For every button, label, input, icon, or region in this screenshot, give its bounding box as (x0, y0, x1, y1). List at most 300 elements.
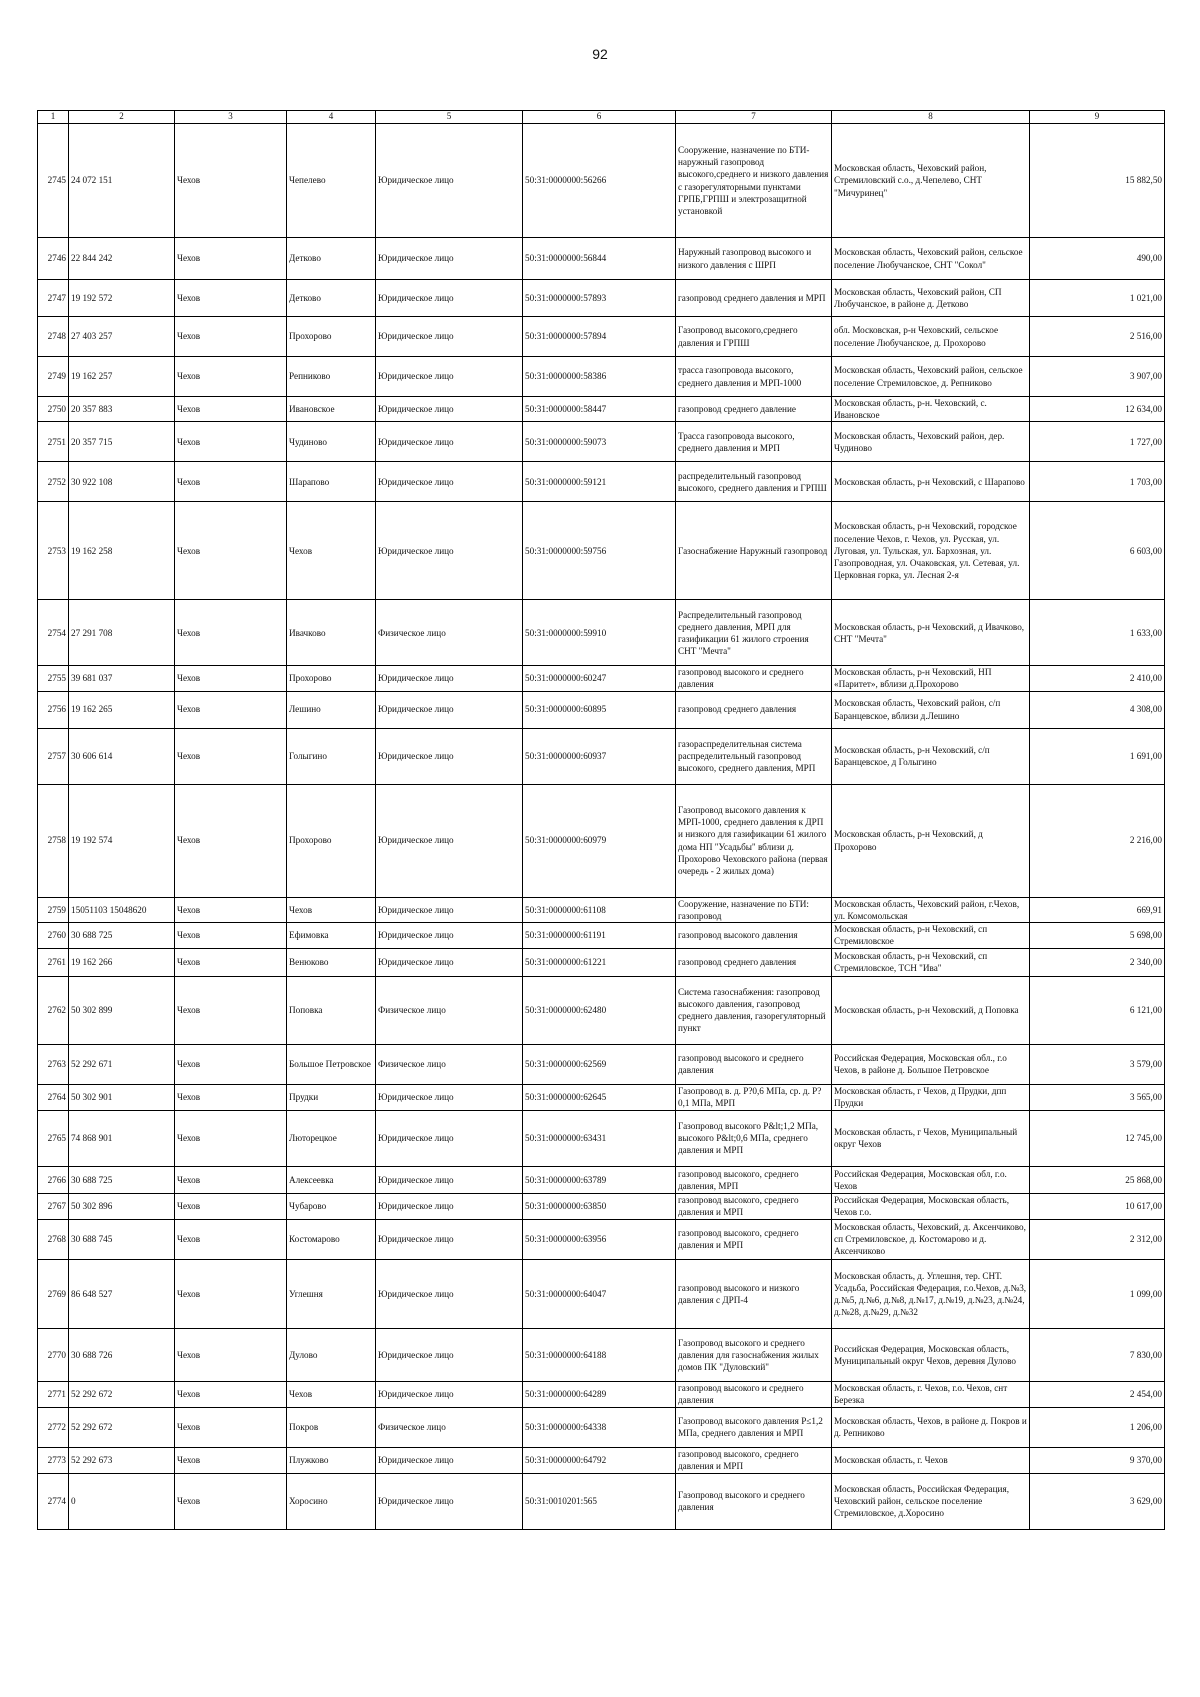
description-cell: Газопровод в. д. Р?0,6 МПа, ср. д. Р?0,1 МПа, МРП (676, 1084, 832, 1110)
row-number-cell: 2769 (38, 1259, 69, 1328)
cadastral-number-cell: 50:31:0000000:64338 (523, 1407, 676, 1447)
city-cell: Чехов (175, 666, 287, 691)
description-cell: газопровод высокого, среднего давления и МРП (676, 1447, 832, 1473)
locality-cell: Прохорово (287, 317, 376, 357)
value-cell: 1 703,00 (1030, 462, 1165, 502)
row-number-cell: 2757 (38, 728, 69, 784)
cadastral-number-cell: 50:31:0000000:60247 (523, 666, 676, 691)
row-number-cell: 2764 (38, 1084, 69, 1110)
cadastral-number-cell: 50:31:0000000:60979 (523, 784, 676, 897)
table-row (38, 1166, 1165, 1193)
description-cell: газопровод высокого и среднего давления (676, 1044, 832, 1084)
value-cell: 1 633,00 (1030, 600, 1165, 666)
address-cell: Российская Федерация, Московская обл, г.о. Чехов (832, 1166, 1030, 1193)
table-row (38, 317, 1165, 357)
table-body (38, 124, 1165, 1530)
inventory-id-cell: 19 162 265 (69, 691, 175, 728)
table-row (38, 1259, 1165, 1328)
table-row (38, 1044, 1165, 1084)
inventory-id-cell: 24 072 151 (69, 124, 175, 238)
inventory-id-cell: 15051103 15048620 (69, 897, 175, 922)
inventory-id-cell: 19 162 258 (69, 502, 175, 600)
column-header: 5 (376, 111, 523, 124)
cadastral-number-cell: 50:31:0000000:58386 (523, 357, 676, 397)
description-cell: газопровод высокого, среднего давления и МРП (676, 1193, 832, 1219)
row-number-cell: 2762 (38, 976, 69, 1044)
column-header: 4 (287, 111, 376, 124)
cadastral-number-cell: 50:31:0000000:63431 (523, 1110, 676, 1166)
cadastral-number-cell: 50:31:0000000:63850 (523, 1193, 676, 1219)
value-cell: 2 312,00 (1030, 1219, 1165, 1259)
table-row (38, 1193, 1165, 1219)
city-cell: Чехов (175, 1328, 287, 1381)
owner-type-cell: Физическое лицо (376, 976, 523, 1044)
value-cell: 9 370,00 (1030, 1447, 1165, 1473)
city-cell: Чехов (175, 1381, 287, 1407)
description-cell: газораспределительная система распределительный газопровод высокого, среднего давления, МРП (676, 728, 832, 784)
value-cell: 12 634,00 (1030, 397, 1165, 422)
inventory-id-cell: 86 648 527 (69, 1259, 175, 1328)
table-row (38, 1219, 1165, 1259)
value-cell: 6 121,00 (1030, 976, 1165, 1044)
table-row (38, 422, 1165, 462)
owner-type-cell: Юридическое лицо (376, 1259, 523, 1328)
page-number: 92 (592, 46, 608, 62)
locality-cell: Углешня (287, 1259, 376, 1328)
owner-type-cell: Юридическое лицо (376, 922, 523, 948)
inventory-id-cell: 19 192 574 (69, 784, 175, 897)
inventory-id-cell: 30 688 745 (69, 1219, 175, 1259)
description-cell: Трасса газопровода высокого, среднего давления и МРП (676, 422, 832, 462)
owner-type-cell: Юридическое лицо (376, 948, 523, 976)
inventory-id-cell: 50 302 899 (69, 976, 175, 1044)
address-cell: Московская область, Чеховский район, Стремиловский с.о., д.Чепелево, СНТ "Мичуринец" (832, 124, 1030, 238)
owner-type-cell: Юридическое лицо (376, 397, 523, 422)
description-cell: газопровод высокого и среднего давления (676, 1381, 832, 1407)
owner-type-cell: Юридическое лицо (376, 357, 523, 397)
city-cell: Чехов (175, 784, 287, 897)
inventory-id-cell: 19 192 572 (69, 280, 175, 317)
value-cell: 5 698,00 (1030, 922, 1165, 948)
value-cell: 3 907,00 (1030, 357, 1165, 397)
description-cell: Сооружение, назначение по БТИ-наружный газопровод высокого,среднего и низкого давления с газорегуляторными пунктами ГРПБ,ГРПШ и электрозащитной установкой (676, 124, 832, 238)
description-cell: Газопровод высокого давления Р≤1,2 МПа, среднего давления и МРП (676, 1407, 832, 1447)
description-cell: Система газоснабжения: газопровод высокого давления, газопровод среднего давления, газорегуляторный пункт (676, 976, 832, 1044)
locality-cell: Чудиново (287, 422, 376, 462)
description-cell: Сооружение, назначение по БТИ: газопровод (676, 897, 832, 922)
description-cell: Газопровод высокого P&lt;1,2 МПа, высокого P&lt;0,6 МПа, среднего давления и МРП (676, 1110, 832, 1166)
address-cell: Московская область, р-н Чеховский, НП «Паритет», вблизи д.Прохорово (832, 666, 1030, 691)
address-cell: Московская область, Чеховский район, дер. Чудиново (832, 422, 1030, 462)
owner-type-cell: Физическое лицо (376, 600, 523, 666)
cadastral-number-cell: 50:31:0000000:57893 (523, 280, 676, 317)
value-cell: 3 565,00 (1030, 1084, 1165, 1110)
locality-cell: Чехов (287, 897, 376, 922)
value-cell: 25 868,00 (1030, 1166, 1165, 1193)
city-cell: Чехов (175, 1166, 287, 1193)
row-number-cell: 2766 (38, 1166, 69, 1193)
row-number-cell: 2748 (38, 317, 69, 357)
owner-type-cell: Юридическое лицо (376, 1219, 523, 1259)
row-number-cell: 2752 (38, 462, 69, 502)
locality-cell: Прохорово (287, 784, 376, 897)
value-cell: 2 216,00 (1030, 784, 1165, 897)
locality-cell: Костомарово (287, 1219, 376, 1259)
value-cell: 3 579,00 (1030, 1044, 1165, 1084)
column-header: 9 (1030, 111, 1165, 124)
city-cell: Чехов (175, 1193, 287, 1219)
city-cell: Чехов (175, 1044, 287, 1084)
inventory-id-cell: 0 (69, 1473, 175, 1529)
table-row (38, 1328, 1165, 1381)
table-row (38, 462, 1165, 502)
row-number-cell: 2750 (38, 397, 69, 422)
address-cell: Московская область, р-н Чеховский, городское поселение Чехов, г. Чехов, ул. Русская, ул. Луговая, ул. Тульская, ул. Бархозная, ул. Газопроводная, ул. Очаковская, ул. Сетевая, ул. Церковная горка, ул. Лесная 2-я (832, 502, 1030, 600)
city-cell: Чехов (175, 422, 287, 462)
address-cell: Московская область, Чеховский район, сельское поселение Любучанское, СНТ "Сокол" (832, 238, 1030, 280)
cadastral-number-cell: 50:31:0010201:565 (523, 1473, 676, 1529)
description-cell: газопровод высокого, среднего давления и МРП (676, 1219, 832, 1259)
owner-type-cell: Юридическое лицо (376, 462, 523, 502)
owner-type-cell: Юридическое лицо (376, 1084, 523, 1110)
value-cell: 1 727,00 (1030, 422, 1165, 462)
address-cell: Московская область, Чеховский район, СП Любучанское, в районе д. Детково (832, 280, 1030, 317)
inventory-id-cell: 27 291 708 (69, 600, 175, 666)
city-cell: Чехов (175, 728, 287, 784)
address-cell: Российская Федерация, Московская область, Чехов г.о. (832, 1193, 1030, 1219)
value-cell: 10 617,00 (1030, 1193, 1165, 1219)
cadastral-number-cell: 50:31:0000000:56266 (523, 124, 676, 238)
column-header: 2 (69, 111, 175, 124)
table-header (38, 111, 1165, 124)
description-cell: газопровод среднего давления (676, 691, 832, 728)
inventory-id-cell: 52 292 671 (69, 1044, 175, 1084)
description-cell: газопровод высокого давления (676, 922, 832, 948)
value-cell: 15 882,50 (1030, 124, 1165, 238)
cadastral-number-cell: 50:31:0000000:56844 (523, 238, 676, 280)
city-cell: Чехов (175, 976, 287, 1044)
cadastral-number-cell: 50:31:0000000:64792 (523, 1447, 676, 1473)
description-cell: распределительный газопровод высокого, среднего давления и ГРПШ (676, 462, 832, 502)
inventory-id-cell: 30 688 725 (69, 1166, 175, 1193)
value-cell: 6 603,00 (1030, 502, 1165, 600)
owner-type-cell: Юридическое лицо (376, 280, 523, 317)
table-row (38, 1447, 1165, 1473)
address-cell: Московская область, Чеховский район, с/п Баранцевское, вблизи д.Лешино (832, 691, 1030, 728)
city-cell: Чехов (175, 1110, 287, 1166)
address-cell: обл. Московская, р-н Чеховский, сельское поселение Любучанское, д. Прохорово (832, 317, 1030, 357)
value-cell: 2 454,00 (1030, 1381, 1165, 1407)
locality-cell: Ивановское (287, 397, 376, 422)
city-cell: Чехов (175, 897, 287, 922)
cadastral-number-cell: 50:31:0000000:61191 (523, 922, 676, 948)
address-cell: Московская область, г. Чехов (832, 1447, 1030, 1473)
city-cell: Чехов (175, 317, 287, 357)
locality-cell: Чубарово (287, 1193, 376, 1219)
description-cell: газопровод среднего давления и МРП (676, 280, 832, 317)
city-cell: Чехов (175, 922, 287, 948)
row-number-cell: 2756 (38, 691, 69, 728)
locality-cell: Ефимовка (287, 922, 376, 948)
city-cell: Чехов (175, 357, 287, 397)
inventory-id-cell: 19 162 266 (69, 948, 175, 976)
city-cell: Чехов (175, 280, 287, 317)
inventory-id-cell: 52 292 672 (69, 1407, 175, 1447)
address-cell: Московская область, Российская Федерация, Чеховский район, сельское поселение Стремиловское, д.Хоросино (832, 1473, 1030, 1529)
table-row (38, 1473, 1165, 1529)
owner-type-cell: Юридическое лицо (376, 1110, 523, 1166)
inventory-id-cell: 20 357 715 (69, 422, 175, 462)
description-cell: трасса газопровода высокого, среднего давления и МРП-1000 (676, 357, 832, 397)
row-number-cell: 2767 (38, 1193, 69, 1219)
cadastral-number-cell: 50:31:0000000:57894 (523, 317, 676, 357)
inventory-id-cell: 22 844 242 (69, 238, 175, 280)
city-cell: Чехов (175, 124, 287, 238)
row-number-cell: 2758 (38, 784, 69, 897)
inventory-id-cell: 52 292 673 (69, 1447, 175, 1473)
row-number-cell: 2745 (38, 124, 69, 238)
inventory-id-cell: 20 357 883 (69, 397, 175, 422)
table-row (38, 1084, 1165, 1110)
address-cell: Московская область, Чехов, в районе д. Покров и д. Репниково (832, 1407, 1030, 1447)
address-cell: Московская область, р-н. Чеховский, с. Ивановское (832, 397, 1030, 422)
table-row (38, 357, 1165, 397)
address-cell: Московская область, р-н Чеховский, сп Стремиловское (832, 922, 1030, 948)
locality-cell: Прудки (287, 1084, 376, 1110)
row-number-cell: 2747 (38, 280, 69, 317)
locality-cell: Алексеевка (287, 1166, 376, 1193)
locality-cell: Голыгино (287, 728, 376, 784)
cadastral-number-cell: 50:31:0000000:61221 (523, 948, 676, 976)
address-cell: Московская область, г Чехов, д Прудки, дпп Прудки (832, 1084, 1030, 1110)
column-header: 7 (676, 111, 832, 124)
address-cell: Московская область, р-н Чеховский, д Прохорово (832, 784, 1030, 897)
owner-type-cell: Юридическое лицо (376, 1193, 523, 1219)
description-cell: Газопровод высокого давления к МРП-1000, среднего давления к ДРП и низкого для газификации 61 жилого дома НП "Усадьбы" вблизи д. Прохорово Чеховского района (первая очередь - 2 жилых дома) (676, 784, 832, 897)
table-row (38, 948, 1165, 976)
locality-cell: Чепелево (287, 124, 376, 238)
city-cell: Чехов (175, 462, 287, 502)
table-row (38, 976, 1165, 1044)
description-cell: газопровод высокого и низкого давления с ДРП-4 (676, 1259, 832, 1328)
locality-cell: Чехов (287, 1381, 376, 1407)
row-number-cell: 2765 (38, 1110, 69, 1166)
row-number-cell: 2759 (38, 897, 69, 922)
locality-cell: Венюково (287, 948, 376, 976)
owner-type-cell: Юридическое лицо (376, 238, 523, 280)
row-number-cell: 2771 (38, 1381, 69, 1407)
city-cell: Чехов (175, 691, 287, 728)
address-cell: Московская область, Чеховский район, г.Чехов, ул. Комсомольская (832, 897, 1030, 922)
table-row (38, 666, 1165, 691)
cadastral-number-cell: 50:31:0000000:58447 (523, 397, 676, 422)
registry-table (37, 110, 1165, 1530)
city-cell: Чехов (175, 1407, 287, 1447)
locality-cell: Прохорово (287, 666, 376, 691)
city-cell: Чехов (175, 502, 287, 600)
row-number-cell: 2751 (38, 422, 69, 462)
cadastral-number-cell: 50:31:0000000:59121 (523, 462, 676, 502)
owner-type-cell: Юридическое лицо (376, 1166, 523, 1193)
cadastral-number-cell: 50:31:0000000:61108 (523, 897, 676, 922)
city-cell: Чехов (175, 238, 287, 280)
table-row (38, 784, 1165, 897)
row-number-cell: 2746 (38, 238, 69, 280)
address-cell: Московская область, р-н Чеховский, с Шарапово (832, 462, 1030, 502)
cadastral-number-cell: 50:31:0000000:63789 (523, 1166, 676, 1193)
table-row (38, 502, 1165, 600)
city-cell: Чехов (175, 1219, 287, 1259)
locality-cell: Большое Петровское (287, 1044, 376, 1084)
value-cell: 669,91 (1030, 897, 1165, 922)
description-cell: Газопровод высокого,среднего давления и ГРПШ (676, 317, 832, 357)
address-cell: Московская область, г. Чехов, г.о. Чехов, снт Березка (832, 1381, 1030, 1407)
locality-cell: Поповка (287, 976, 376, 1044)
row-number-cell: 2754 (38, 600, 69, 666)
row-number-cell: 2773 (38, 1447, 69, 1473)
cadastral-number-cell: 50:31:0000000:59756 (523, 502, 676, 600)
cadastral-number-cell: 50:31:0000000:59910 (523, 600, 676, 666)
owner-type-cell: Физическое лицо (376, 1407, 523, 1447)
locality-cell: Лешино (287, 691, 376, 728)
value-cell: 12 745,00 (1030, 1110, 1165, 1166)
city-cell: Чехов (175, 1473, 287, 1529)
locality-cell: Плужково (287, 1447, 376, 1473)
owner-type-cell: Юридическое лицо (376, 502, 523, 600)
description-cell: газопровод среднего давления (676, 948, 832, 976)
description-cell: Распределительный газопровод среднего давления, МРП для газификации 61 жилого строения СНТ "Мечта" (676, 600, 832, 666)
locality-cell: Покров (287, 1407, 376, 1447)
row-number-cell: 2755 (38, 666, 69, 691)
locality-cell: Шарапово (287, 462, 376, 502)
value-cell: 2 410,00 (1030, 666, 1165, 691)
description-cell: Газопровод высокого и среднего давления для газоснабжения жилых домов ПК "Дуловский" (676, 1328, 832, 1381)
locality-cell: Хоросино (287, 1473, 376, 1529)
row-number-cell: 2753 (38, 502, 69, 600)
column-header: 8 (832, 111, 1030, 124)
column-header: 3 (175, 111, 287, 124)
owner-type-cell: Юридическое лицо (376, 1473, 523, 1529)
value-cell: 2 340,00 (1030, 948, 1165, 976)
row-number-cell: 2768 (38, 1219, 69, 1259)
inventory-id-cell: 30 688 726 (69, 1328, 175, 1381)
locality-cell: Чехов (287, 502, 376, 600)
city-cell: Чехов (175, 1447, 287, 1473)
cadastral-number-cell: 50:31:0000000:60937 (523, 728, 676, 784)
description-cell: Газопровод высокого и среднего давления (676, 1473, 832, 1529)
row-number-cell: 2770 (38, 1328, 69, 1381)
owner-type-cell: Юридическое лицо (376, 666, 523, 691)
table-row (38, 1110, 1165, 1166)
table-row (38, 1407, 1165, 1447)
table-row (38, 922, 1165, 948)
inventory-id-cell: 30 688 725 (69, 922, 175, 948)
cadastral-number-cell: 50:31:0000000:64047 (523, 1259, 676, 1328)
address-cell: Московская область, р-н Чеховский, сп Стремиловское, ТСН "Ива" (832, 948, 1030, 976)
inventory-id-cell: 52 292 672 (69, 1381, 175, 1407)
owner-type-cell: Юридическое лицо (376, 728, 523, 784)
owner-type-cell: Юридическое лицо (376, 124, 523, 238)
inventory-id-cell: 50 302 896 (69, 1193, 175, 1219)
address-cell: Московская область, Чеховский, д. Аксенчиково, сп Стремиловское, д. Костомарово и д. Аксенчиково (832, 1219, 1030, 1259)
table-row (38, 280, 1165, 317)
owner-type-cell: Юридическое лицо (376, 691, 523, 728)
address-cell: Российская Федерация, Московская обл., г.о Чехов, в районе д. Большое Петровское (832, 1044, 1030, 1084)
inventory-id-cell: 39 681 037 (69, 666, 175, 691)
owner-type-cell: Юридическое лицо (376, 317, 523, 357)
cadastral-number-cell: 50:31:0000000:62480 (523, 976, 676, 1044)
table-row (38, 897, 1165, 922)
owner-type-cell: Юридическое лицо (376, 784, 523, 897)
address-cell: Московская область, Чеховский район, сельское поселение Стремиловское, д. Репниково (832, 357, 1030, 397)
inventory-id-cell: 19 162 257 (69, 357, 175, 397)
description-cell: газопровод среднего давление (676, 397, 832, 422)
locality-cell: Дулово (287, 1328, 376, 1381)
row-number-cell: 2761 (38, 948, 69, 976)
owner-type-cell: Юридическое лицо (376, 897, 523, 922)
header-row (38, 111, 1165, 124)
cadastral-number-cell: 50:31:0000000:64289 (523, 1381, 676, 1407)
locality-cell: Репниково (287, 357, 376, 397)
description-cell: Газоснабжение Наружный газопровод (676, 502, 832, 600)
cadastral-number-cell: 50:31:0000000:62645 (523, 1084, 676, 1110)
cadastral-number-cell: 50:31:0000000:60895 (523, 691, 676, 728)
inventory-id-cell: 27 403 257 (69, 317, 175, 357)
table-row (38, 691, 1165, 728)
locality-cell: Люторецкое (287, 1110, 376, 1166)
value-cell: 1 691,00 (1030, 728, 1165, 784)
table-row (38, 124, 1165, 238)
row-number-cell: 2749 (38, 357, 69, 397)
city-cell: Чехов (175, 397, 287, 422)
address-cell: Российская Федерация, Московская область, Муниципальный округ Чехов, деревня Дулово (832, 1328, 1030, 1381)
inventory-id-cell: 50 302 901 (69, 1084, 175, 1110)
value-cell: 2 516,00 (1030, 317, 1165, 357)
row-number-cell: 2774 (38, 1473, 69, 1529)
cadastral-number-cell: 50:31:0000000:59073 (523, 422, 676, 462)
row-number-cell: 2760 (38, 922, 69, 948)
table-row (38, 397, 1165, 422)
city-cell: Чехов (175, 600, 287, 666)
address-cell: Московская область, р-н Чеховский, д Ивачково, СНТ "Мечта" (832, 600, 1030, 666)
city-cell: Чехов (175, 1259, 287, 1328)
owner-type-cell: Юридическое лицо (376, 1328, 523, 1381)
locality-cell: Детково (287, 280, 376, 317)
value-cell: 7 830,00 (1030, 1328, 1165, 1381)
owner-type-cell: Юридическое лицо (376, 1381, 523, 1407)
description-cell: газопровод высокого и среднего давления (676, 666, 832, 691)
value-cell: 3 629,00 (1030, 1473, 1165, 1529)
value-cell: 490,00 (1030, 238, 1165, 280)
cadastral-number-cell: 50:31:0000000:62569 (523, 1044, 676, 1084)
cadastral-number-cell: 50:31:0000000:64188 (523, 1328, 676, 1381)
owner-type-cell: Юридическое лицо (376, 1447, 523, 1473)
inventory-id-cell: 30 922 108 (69, 462, 175, 502)
row-number-cell: 2763 (38, 1044, 69, 1084)
inventory-id-cell: 74 868 901 (69, 1110, 175, 1166)
table-row (38, 1381, 1165, 1407)
inventory-id-cell: 30 606 614 (69, 728, 175, 784)
column-header: 6 (523, 111, 676, 124)
description-cell: Наружный газопровод высокого и низкого давления с ШРП (676, 238, 832, 280)
description-cell: газопровод высокого, среднего давления, МРП (676, 1166, 832, 1193)
owner-type-cell: Юридическое лицо (376, 422, 523, 462)
value-cell: 1 206,00 (1030, 1407, 1165, 1447)
cadastral-number-cell: 50:31:0000000:63956 (523, 1219, 676, 1259)
address-cell: Московская область, д. Углешня, тер. СНТ. Усадьба, Российская Федерация, г.о.Чехов, д.№3, д.№5, д.№6, д.№8, д.№17, д.№19, д.№23, д.№24, д.№28, д.№29, д.№32 (832, 1259, 1030, 1328)
table-row (38, 728, 1165, 784)
city-cell: Чехов (175, 948, 287, 976)
